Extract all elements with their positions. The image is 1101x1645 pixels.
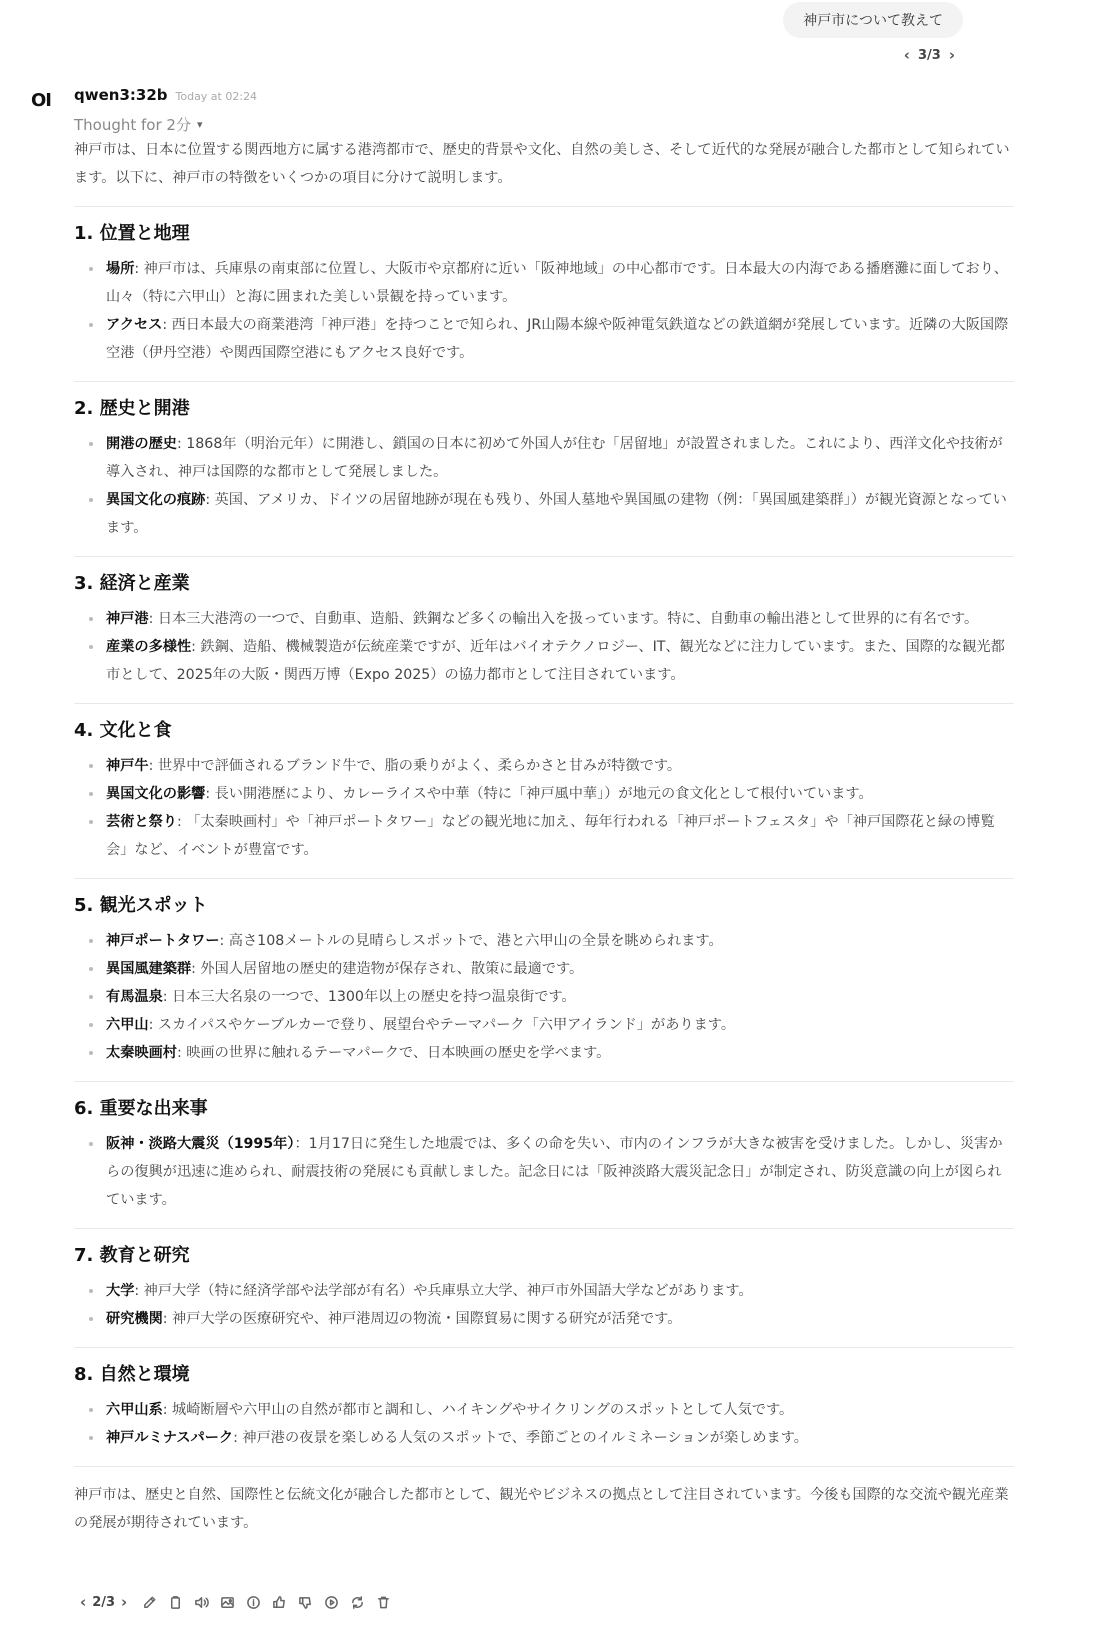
list-item-desc: : 外国人居留地の歴史的建造物が保存され、散策に最適です。 xyxy=(191,961,584,977)
list-item-desc: : 日本三大名泉の一つで、1300年以上の歴史を持つ温泉街です。 xyxy=(162,989,576,1005)
list-item-term: 異国文化の痕跡 xyxy=(106,492,206,508)
divider xyxy=(74,556,1014,557)
section-heading: 4. 文化と食 xyxy=(74,720,172,741)
user-pager-count: 3/3 xyxy=(917,48,941,63)
pencil-icon[interactable] xyxy=(141,1594,157,1610)
model-name: qwen3:32b xyxy=(74,86,168,104)
thumbs-down-icon[interactable] xyxy=(297,1594,313,1610)
list-item xyxy=(106,486,1014,542)
section-heading: 2. 歴史と開港 xyxy=(74,398,190,419)
list-item-desc: : 鉄鋼、造船、機械製造が伝統産業ですが、近年はバイオテクノロジー、IT、観光などに注力しています。また、国際的な観光都市として、2025年の大阪・関西万博（Expo 2025）の協力都市として注目されています。 xyxy=(106,639,1005,683)
thought-toggle[interactable] xyxy=(74,112,1014,136)
thought-label: Thought for 2分 xyxy=(74,115,191,134)
section-heading: 7. 教育と研究 xyxy=(74,1245,190,1266)
response-pager-count: 2/3 xyxy=(92,1594,116,1610)
chevron-down-icon: ▾ xyxy=(196,117,203,131)
list-item-desc: : 神戸大学（特に経済学部や法学部が有名）や兵庫県立大学、神戸市外国語大学などがあります。 xyxy=(134,1283,753,1299)
section-list xyxy=(74,927,1014,1067)
list-item xyxy=(106,1305,1014,1333)
list-item-term: 神戸ルミナスパーク xyxy=(106,1430,234,1446)
list-item xyxy=(106,1396,1014,1424)
list-item-term: 神戸港 xyxy=(106,611,149,627)
model-avatar: OI xyxy=(31,90,51,111)
section-list xyxy=(74,605,1014,689)
list-item-term: アクセス xyxy=(106,317,163,333)
section-heading: 8. 自然と環境 xyxy=(74,1364,190,1385)
list-item xyxy=(106,780,1014,808)
list-item-term: 六甲山系 xyxy=(106,1402,163,1418)
outro-paragraph: 神戸市は、歴史と自然、国際性と伝統文化が融合した都市として、観光やビジネスの拠点として注目されています。今後も国際的な交流や観光産業の発展が期待されています。 xyxy=(74,1487,1009,1531)
list-item-term: 太秦映画村 xyxy=(106,1045,177,1061)
list-item xyxy=(106,255,1014,311)
list-item-desc: : 高さ108メートルの見晴らしスポットで、港と六甲山の全景を眺められます。 xyxy=(219,933,723,949)
divider xyxy=(74,206,1014,207)
list-item-desc: : 長い開港歴により、カレーライスや中華（特に「神戸風中華」）が地元の食文化として根付いています。 xyxy=(205,786,873,802)
list-item xyxy=(106,633,1014,689)
divider xyxy=(74,1347,1014,1348)
list-item-term: 場所 xyxy=(106,261,135,277)
section-heading: 5. 観光スポット xyxy=(74,895,208,916)
divider xyxy=(74,1081,1014,1082)
intro-paragraph: 神戸市は、日本に位置する関西地方に属する港湾都市で、歴史的背景や文化、自然の美しさ、そして近代的な発展が融合した都市として知られています。以下に、神戸市の特徴をいくつかの項目に分けて説明します。 xyxy=(74,142,1010,186)
list-item-term: 研究機関 xyxy=(106,1311,163,1327)
list-item-term: 阪神・淡路大震災（1995年） xyxy=(106,1136,295,1152)
copy-icon[interactable] xyxy=(167,1594,183,1610)
list-item xyxy=(106,1011,1014,1039)
user-message-bubble xyxy=(783,2,963,38)
play-icon[interactable] xyxy=(323,1594,339,1610)
list-item xyxy=(106,955,1014,983)
list-item xyxy=(106,983,1014,1011)
list-item xyxy=(106,1424,1014,1452)
section-heading: 6. 重要な出来事 xyxy=(74,1098,208,1119)
list-item-desc: : 日本三大港湾の一つで、自動車、造船、鉄鋼など多くの輸出入を扱っています。特に、自動車の輸出港として世界的に有名です。 xyxy=(148,611,979,627)
list-item-desc: : 世界中で評価されるブランド牛で、脂の乗りがよく、柔らかさと甘みが特徴です。 xyxy=(148,758,682,774)
info-icon[interactable] xyxy=(245,1594,261,1610)
list-item-desc: : 映画の世界に触れるテーマパークで、日本映画の歴史を学べます。 xyxy=(176,1045,611,1061)
list-item-desc: : 「太秦映画村」や「神戸ポートタワー」などの観光地に加え、毎年行われる「神戸ポートフェスタ」や「神戸国際花と緑の博覧会」など、イベントが豊富です。 xyxy=(106,814,995,858)
list-item-term: 大学 xyxy=(106,1283,135,1299)
list-item-term: 六甲山 xyxy=(106,1017,149,1033)
chevron-left-icon[interactable]: ‹ xyxy=(903,46,910,64)
list-item-desc: ：1月17日に発生した地震では、多くの命を失い、市内のインフラが大きな被害を受けました。しかし、災害からの復興が迅速に進められ、耐震技術の発展にも貢献しました。記念日には「阪神淡路大震災記念日」が制定され、防災意識の向上が図られています。 xyxy=(106,1136,1003,1208)
list-item xyxy=(106,430,1014,486)
list-item-term: 有馬温泉 xyxy=(106,989,163,1005)
list-item-desc: : スカイパスやケーブルカーで登り、展望台やテーマパーク「六甲アイランド」があります。 xyxy=(148,1017,736,1033)
list-item-term: 芸術と祭り xyxy=(106,814,177,830)
section-list xyxy=(74,752,1014,864)
chevron-right-icon[interactable]: › xyxy=(121,1592,128,1611)
section-list xyxy=(74,1396,1014,1452)
list-item-desc: : 神戸市は、兵庫県の南東部に位置し、大阪市や京都府に近い「阪神地域」の中心都市です。日本最大の内海である播磨灘に面しており、山々（特に六甲山）と海に囲まれた美しい景観を持っています。 xyxy=(106,261,1008,305)
chevron-left-icon[interactable]: ‹ xyxy=(80,1592,87,1611)
message-timestamp: Today at 02:24 xyxy=(175,90,258,103)
list-item-term: 異国文化の影響 xyxy=(106,786,206,802)
list-item-term: 産業の多様性 xyxy=(106,639,192,655)
refresh-icon[interactable] xyxy=(349,1594,365,1610)
section-heading: 1. 位置と地理 xyxy=(74,223,190,244)
image-icon[interactable] xyxy=(219,1594,235,1610)
divider xyxy=(74,1228,1014,1229)
list-item-desc: : 城崎断層や六甲山の自然が都市と調和し、ハイキングやサイクリングのスポットとして人気です。 xyxy=(162,1402,794,1418)
speaker-icon[interactable] xyxy=(193,1594,209,1610)
divider xyxy=(74,703,1014,704)
user-message-text: 神戸市について教えて xyxy=(803,13,943,29)
sections-container xyxy=(74,206,1014,1452)
section-list xyxy=(74,1277,1014,1333)
chevron-right-icon[interactable]: › xyxy=(948,46,955,64)
section-list xyxy=(74,255,1014,367)
assistant-message xyxy=(74,86,1014,1537)
list-item-term: 開港の歴史 xyxy=(106,436,177,452)
list-item-term: 神戸ポートタワー xyxy=(106,933,220,949)
list-item xyxy=(106,1130,1014,1214)
user-message-pager xyxy=(904,48,955,63)
section-list xyxy=(74,430,1014,542)
trash-icon[interactable] xyxy=(375,1594,391,1610)
list-item-term: 神戸牛 xyxy=(106,758,149,774)
divider xyxy=(74,878,1014,879)
thumbs-up-icon[interactable] xyxy=(271,1594,287,1610)
list-item xyxy=(106,1039,1014,1067)
list-item-term: 異国風建築群 xyxy=(106,961,192,977)
list-item xyxy=(106,311,1014,367)
message-header xyxy=(74,86,1014,108)
list-item xyxy=(106,1277,1014,1305)
divider xyxy=(74,1466,1014,1467)
list-item-desc: : 神戸大学の医療研究や、神戸港周辺の物流・国際貿易に関する研究が活発です。 xyxy=(162,1311,682,1327)
message-toolbar xyxy=(80,1594,391,1610)
divider xyxy=(74,381,1014,382)
list-item-desc: : 1868年（明治元年）に開港し、鎖国の日本に初めて外国人が住む「居留地」が設置されました。これにより、西洋文化や技術が導入され、神戸は国際的な都市として発展しました。 xyxy=(106,436,1003,480)
section-heading: 3. 経済と産業 xyxy=(74,573,190,594)
list-item xyxy=(106,605,1014,633)
list-item-desc: : 西日本最大の商業港湾「神戸港」を持つことで知られ、JR山陽本線や阪神電気鉄道などの鉄道網が発展しています。近隣の大阪国際空港（伊丹空港）や関西国際空港にもアクセス良好です。 xyxy=(106,317,1009,361)
section-list xyxy=(74,1130,1014,1214)
list-item-desc: : 神戸港の夜景を楽しめる人気のスポットで、季節ごとのイルミネーションが楽しめます。 xyxy=(233,1430,808,1446)
list-item xyxy=(106,927,1014,955)
list-item-desc: : 英国、アメリカ、ドイツの居留地跡が現在も残り、外国人墓地や異国風の建物（例：「異国風建築群」）が観光資源となっています。 xyxy=(106,492,1007,536)
list-item xyxy=(106,752,1014,780)
list-item xyxy=(106,808,1014,864)
response-pager xyxy=(80,1592,128,1611)
